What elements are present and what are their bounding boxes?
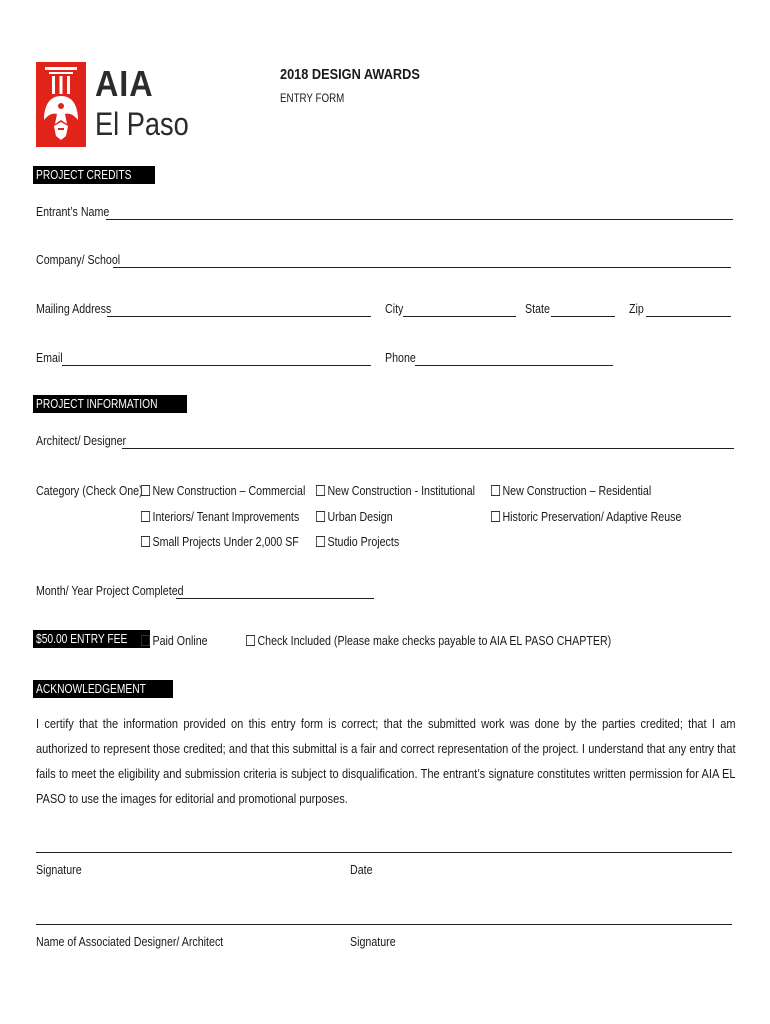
category-new-residential[interactable]: New Construction – Residential — [491, 483, 686, 498]
category-urban-design[interactable]: Urban Design — [316, 509, 410, 524]
checkbox-icon[interactable] — [141, 536, 150, 547]
checkbox-icon[interactable] — [141, 511, 150, 522]
category-studio-projects[interactable]: Studio Projects — [316, 534, 417, 549]
category-small-projects[interactable]: Small Projects Under 2,000 SF — [141, 534, 333, 549]
second-signature-label: Signature — [350, 934, 396, 949]
city-field[interactable] — [403, 316, 516, 317]
zip-field[interactable] — [646, 316, 731, 317]
checkbox-icon[interactable] — [316, 485, 325, 496]
entrant-name-field[interactable] — [106, 219, 733, 220]
state-label: State — [525, 301, 550, 316]
checkbox-icon[interactable] — [316, 536, 325, 547]
category-historic[interactable]: Historic Preservation/ Adaptive Reuse — [491, 509, 723, 524]
acknowledgement-text: I certify that the information provided on this entry form is correct; that the submitted work was done by the parties credited; that I am authorized to represent those credited; and that this submittal is a fair and correct representation of the project. I understand that any entry that fails to meet the eligibility and submission criteria is subject to disqualification. The entrant’s signature constitutes written permission for AIA EL PASO to use the images for editorial and promotional purposes. — [36, 716, 736, 806]
phone-label: Phone — [385, 350, 416, 365]
checkbox-icon[interactable] — [491, 485, 500, 496]
phone-field[interactable] — [415, 365, 613, 366]
checkbox-icon[interactable] — [141, 635, 150, 646]
aia-eagle-icon — [36, 62, 86, 147]
mailing-address-field[interactable] — [107, 316, 371, 317]
date-label: Date — [350, 862, 373, 877]
entry-fee-badge: $50.00 ENTRY FEE — [33, 630, 150, 648]
category-label: Category (Check One) — [36, 483, 143, 498]
state-field[interactable] — [551, 316, 615, 317]
architect-designer-field[interactable] — [122, 448, 734, 449]
section-project-information: PROJECT INFORMATION — [33, 395, 187, 413]
associated-designer-label: Name of Associated Designer/ Architect — [36, 934, 224, 949]
month-year-label: Month/ Year Project Completed — [36, 583, 184, 598]
document-subtitle: ENTRY FORM — [280, 93, 345, 105]
company-school-field[interactable] — [113, 267, 731, 268]
checkbox-icon[interactable] — [316, 511, 325, 522]
category-new-commercial[interactable]: New Construction – Commercial — [141, 483, 341, 498]
email-label: Email — [36, 350, 63, 365]
section-project-credits: PROJECT CREDITS — [33, 166, 155, 184]
month-year-field[interactable] — [176, 598, 374, 599]
associated-designer-signature-line[interactable] — [36, 924, 732, 925]
paid-online-option[interactable]: Paid Online — [141, 633, 222, 648]
logo-city-text: El Paso — [95, 106, 189, 142]
document-title: 2018 DESIGN AWARDS — [280, 66, 420, 83]
mailing-address-label: Mailing Address — [36, 301, 112, 316]
checkbox-icon[interactable] — [141, 485, 150, 496]
logo-aia-text: AIA — [95, 63, 154, 104]
signature-date-line[interactable] — [36, 852, 732, 853]
entrant-name-label: Entrant’s Name — [36, 204, 110, 219]
city-label: City — [385, 301, 404, 316]
signature-label: Signature — [36, 862, 82, 877]
aia-logo — [36, 62, 205, 147]
section-acknowledgement: ACKNOWLEDGEMENT — [33, 680, 173, 698]
category-new-institutional[interactable]: New Construction - Institutional — [316, 483, 510, 498]
checkbox-icon[interactable] — [246, 635, 255, 646]
company-school-label: Company/ School — [36, 252, 121, 267]
email-field[interactable] — [62, 365, 371, 366]
zip-label: Zip — [629, 301, 644, 316]
checkbox-icon[interactable] — [491, 511, 500, 522]
category-interiors[interactable]: Interiors/ Tenant Improvements — [141, 509, 334, 524]
architect-designer-label: Architect/ Designer — [36, 433, 127, 448]
check-included-option[interactable]: Check Included (Please make checks payable to AIA EL PASO CHAPTER) — [246, 633, 691, 648]
